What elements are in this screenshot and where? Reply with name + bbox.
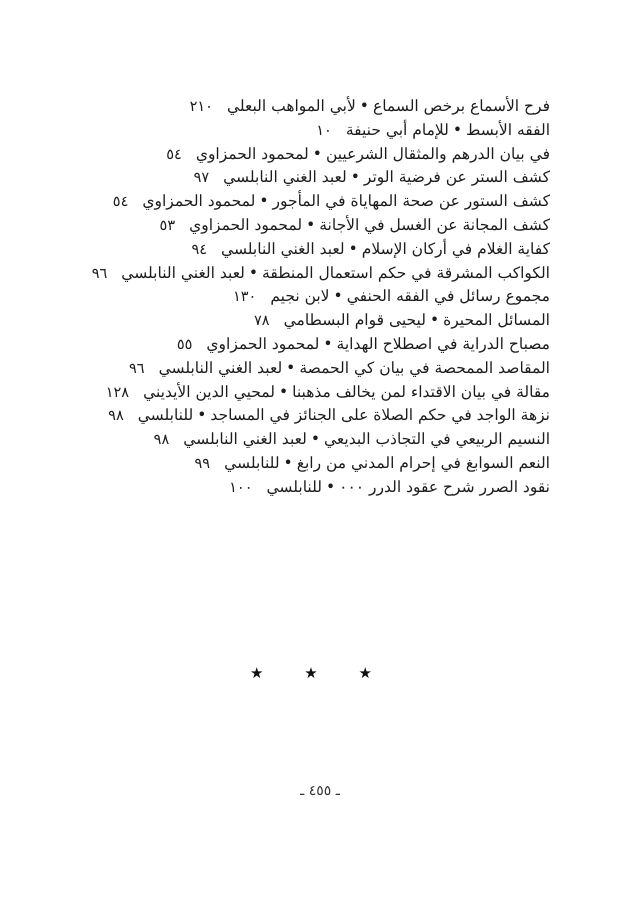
entry-author: للنابلسي [137, 406, 194, 425]
entry-separator: • [279, 382, 289, 401]
entry-author: لعبد الغني النابلسي [221, 239, 345, 258]
entry-author: لمحمود الحمزاوي [206, 334, 320, 353]
entry-title: كفاية الغلام في أركان الإسلام [361, 239, 550, 258]
index-entry [80, 119, 550, 143]
entry-separator: • [452, 120, 463, 139]
index-entry [80, 285, 550, 309]
entry-separator: • [359, 97, 369, 115]
entry-title: المقاصد الممحصة في بيان كي الحمصة [299, 358, 550, 377]
entry-page-number: ١٢٨ [105, 384, 130, 401]
index-entry [80, 238, 550, 262]
index-entry [80, 309, 550, 333]
entry-author: لعبد الغني النابلسي [223, 168, 347, 187]
entry-author: لأبي المواهب البعلي [226, 97, 356, 115]
entry-author: لمحمود الحمزاوي [142, 192, 256, 211]
entry-title: الكواكب المشرقة في حكم استعمال المنطقة [262, 263, 550, 282]
entry-separator: • [286, 358, 296, 377]
entry-author: للنابلسي [266, 477, 322, 496]
index-entry [80, 452, 550, 476]
entry-author: لمحمود الحمزاوي [195, 144, 309, 163]
index-entry [80, 143, 550, 167]
entry-title: كشف المجانة عن الغسل في الأجانة [319, 215, 550, 234]
entry-author: لعبد الغني النابلسي [183, 430, 307, 449]
entry-title: المسائل المحيرة [443, 311, 550, 330]
entry-separator: • [333, 287, 343, 306]
entry-separator: • [348, 239, 358, 258]
entry-page-number: ١٣٠ [232, 289, 257, 306]
entry-title: مجموع رسائل في الفقه الحنفي [346, 287, 550, 306]
entry-page-number: ٩٩ [194, 455, 211, 472]
entry-separator: • [323, 334, 333, 353]
entry-page-number: ٥٣ [159, 217, 176, 234]
entry-page-number: ٩٦ [129, 360, 145, 377]
entry-title: النعم السوابغ في إحرام المدني من رابغ [296, 453, 550, 472]
index-entry [80, 262, 550, 286]
index-entry [80, 166, 550, 190]
entry-separator: • [429, 311, 440, 330]
page-number: ـ ٤٥٥ ـ [300, 783, 340, 799]
section-ornament: ★ ★ ★ [250, 664, 390, 682]
entry-separator: • [325, 477, 336, 496]
entry-page-number: ٩٦ [91, 265, 108, 282]
index-entry [80, 404, 550, 428]
entry-author: للإمام أبي حنيفة [345, 120, 449, 139]
index-entry [80, 95, 550, 119]
entry-title: كشف الستور عن صحة المهاياة في المأجور [272, 192, 550, 211]
entry-page-number: ٥٤ [112, 194, 129, 211]
entry-separator: • [283, 453, 293, 472]
index-entry [80, 357, 550, 381]
entry-separator: • [306, 215, 316, 234]
entry-author: لابن نجيم [270, 287, 330, 306]
entry-author: للنابلسي [224, 453, 280, 472]
entry-author: لمحمود الحمزاوي [189, 215, 303, 234]
entry-author: ليحيى قوام البسطامي [283, 311, 426, 330]
entry-separator: • [312, 144, 322, 163]
entry-separator: • [197, 406, 207, 425]
entry-title: فرح الأسماع برخص السماع [372, 97, 550, 115]
index-entry [80, 333, 550, 357]
entry-separator: • [259, 192, 269, 211]
entry-title: في بيان الدرهم والمثقال الشرعيين [325, 144, 550, 163]
entry-page-number: ١٠ [316, 122, 332, 139]
entry-separator: • [310, 430, 320, 449]
entry-title: نقود الصرر شرح عقود الدرر ٠٠٠ [339, 477, 550, 496]
entry-title: مقالة في بيان الاقتداء لمن يخالف مذهبنا [292, 382, 550, 401]
entry-author: لعبد الغني النابلسي [121, 263, 245, 282]
entry-page-number: ٧٨ [254, 313, 270, 330]
entry-separator: • [350, 168, 360, 187]
index-entry [80, 190, 550, 214]
entry-title: الفقه الأبسط [466, 120, 550, 139]
index-entry [80, 381, 550, 405]
entry-author: لعبد الغني النابلسي [158, 358, 283, 377]
index-entry [80, 214, 550, 238]
entry-title: النسيم الربيعي في التجاذب البديعي [323, 430, 550, 449]
entry-title: مصباح الدراية في اصطلاح الهداية [336, 334, 550, 353]
entry-page-number: ٩٨ [108, 408, 124, 425]
entry-page-number: ٥٤ [166, 146, 182, 163]
entry-title: كشف الستر عن فرضية الوتر [363, 168, 550, 187]
entry-page-number: ١٠٠ [229, 479, 253, 496]
entry-title: نزهة الواجد في حكم الصلاة على الجنائز في المساجد [210, 406, 550, 425]
index-entry [80, 428, 550, 452]
entry-page-number: ٩٤ [191, 241, 208, 258]
index-entry [80, 476, 550, 500]
entry-page-number: ٥٥ [176, 336, 193, 353]
entry-page-number: ٩٧ [193, 170, 210, 187]
entry-page-number: ٩٨ [153, 432, 170, 449]
entry-author: لمحيي الدين الأيديني [143, 382, 275, 401]
entry-page-number: ٢١٠ [189, 99, 213, 115]
index-list [80, 95, 550, 500]
entry-separator: • [248, 263, 259, 282]
